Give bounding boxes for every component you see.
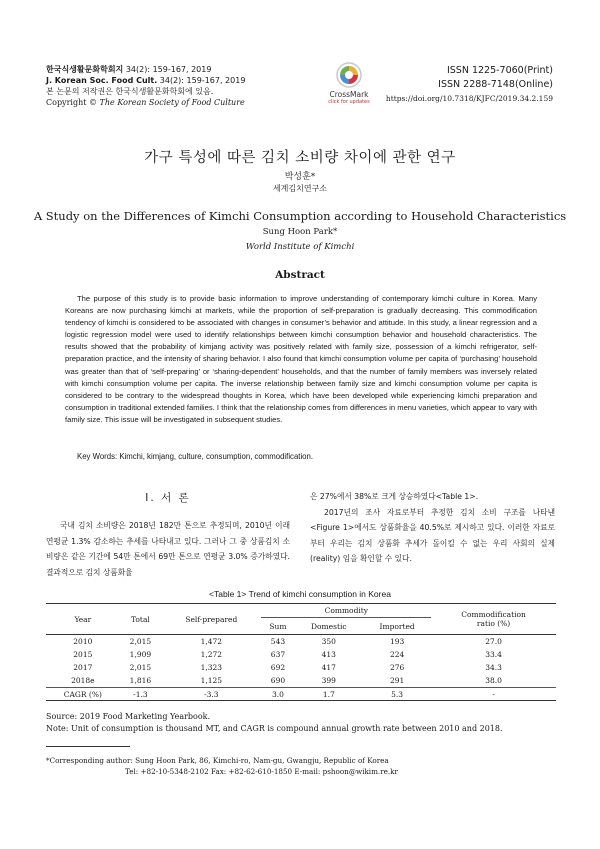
copyright-holder: The Korean Society of Food Culture (99, 98, 245, 107)
footnote-contact: Tel: +82-10-5348-2102 Fax: +82-62-610-1850 E-mail: pshoon@wikim.re.kr (125, 767, 398, 776)
cell-imported: 5.3 (363, 688, 431, 701)
cell-sum: 3.0 (261, 688, 294, 701)
crossmark-sublabel: click for updates (328, 99, 370, 105)
table-row (46, 635, 556, 648)
issn-print: ISSN 1225-7060(Print) (446, 65, 553, 76)
table-caption: <Table 1> Trend of kimchi consumption in Korea (209, 589, 391, 599)
col-header-total: Total (131, 614, 150, 624)
cell-self-prepared: 1,472 (200, 636, 223, 646)
table-row (46, 648, 556, 661)
cell-ratio: 38.0 (485, 676, 502, 686)
col-header-imported: Imported (379, 621, 415, 631)
cell-year: 2017 (73, 663, 93, 673)
cell-total: 2,015 (129, 663, 152, 673)
journal-en-name: J. Korean Soc. Food Cult. (46, 76, 158, 85)
intro-right-paragraph-2: 2017년의 조사 자료로부터 추정한 김치 소비 구조를 나타낸 <Figure 1>에서도 상품화율을 40.5%로 제시하고 있다. 이러한 자료로부터 우리는 김치 상품화 추세가 돌이킬 수 없는 우리 사회의 실제(reality) 임을 확인할 수 있다. (310, 507, 555, 564)
footnote-divider (46, 746, 130, 747)
keywords: Key Words: Kimchi, kimjang, culture, consumption, commodification. (77, 452, 314, 461)
issn-online: ISSN 2288-7148(Online) (438, 79, 553, 90)
cell-year: 2018e (71, 676, 95, 686)
col-header-ratio-line2: ratio (%) (476, 619, 511, 628)
intro-right-paragraph-1: 은 27%에서 38%로 크게 상승하였다<Table 1>. (310, 492, 479, 501)
cell-self-prepared: 1,272 (200, 649, 223, 659)
section-heading-introduction: Ⅰ. 서 론 (145, 492, 191, 504)
journal-ko-name: 한국식생활문화학회지 (46, 65, 124, 74)
cell-imported: 276 (389, 663, 405, 673)
journal-header (46, 64, 245, 108)
col-header-year: Year (74, 614, 92, 624)
cell-ratio: 34.3 (485, 663, 502, 673)
cell-year: 2010 (73, 636, 93, 646)
cell-imported: 224 (389, 649, 405, 659)
cell-sum: 543 (270, 636, 286, 646)
table-row (46, 661, 556, 674)
journal-ko-citation (46, 64, 245, 75)
cell-domestic: 399 (321, 676, 336, 686)
cell-self-prepared: 1,125 (200, 676, 223, 686)
copyright-prefix: Copyright © (46, 98, 100, 107)
author-english: Sung Hoon Park* (262, 227, 338, 237)
issn-block (386, 64, 553, 106)
cell-sum: 637 (270, 649, 286, 659)
journal-ko-issue: 34(2): 159-167, 2019 (123, 65, 212, 74)
col-header-self-prepared: Self-prepared (185, 614, 238, 624)
cell-domestic: 417 (321, 663, 336, 673)
table-note: Note: Unit of consumption is thousand MT, and CAGR is compound annual growth rate between 2010 and 2018. (46, 724, 503, 733)
journal-en-citation (46, 75, 245, 86)
affiliation-english: World Institute of Kimchi (245, 242, 355, 252)
footnote-author: *Corresponding author: Sung Hoon Park, 86, Kimchi-ro, Nam-gu, Gwangju, Republic of Korea (46, 756, 389, 765)
intro-left-column: 국내 김치 소비량은 2018년 182만 톤으로 추정되며, 2010년 이래 연평균 1.3% 감소하는 추세를 나타내고 있다. 그러나 그 중 상품김치 소비량은 같은 기간에 54만 톤에서 69만 톤으로 연평균 3.0% 증가하였다. 결과적으로 김치 상품화율 (46, 521, 290, 577)
cell-imported: 291 (389, 676, 405, 686)
journal-en-issue: 34(2): 159-167, 2019 (157, 76, 246, 85)
table-source: Source: 2019 Food Marketing Yearbook. (46, 712, 211, 721)
cell-domestic: 350 (321, 636, 336, 646)
cell-year: CAGR (%) (46, 688, 120, 701)
cell-self-prepared: -3.3 (161, 688, 261, 701)
crossmark-badge[interactable] (326, 62, 372, 105)
intro-right-column (310, 489, 555, 567)
abstract-body: The purpose of this study is to provide basic information to improve understanding of contemporary kimchi culture in Korea. Many Koreans are now purchasing kimchi at markets, while the proportion of self-preparation is gradually decreasing. This commodification tendency of kimchi is considered to be associated with changes in consumer’s behavior and attitude. In this study, a linear regression and a logistic regression model were used to identify relationships between kimchi consumption behavior and household characteristics. The results showed that the probability of kimjang activity was positively related with family size, possession of a kimchi refrigerator, self-preparation practice, and the intensity of sharing behavior. I also found that kimchi consumption volume per capita of ‘purchasing’ household was greater than that of ‘self-preparing’ or ‘sharing-dependent’ households, and that the number of family members was inversely related with kimchi consumption volume per capita. The inverse relationship between family size and kimchi consumption volume per capita is considered to be contrary to the widespread thoughts in Korea, which have been developed while experiencing kimchi preparation and consumption in traditional extended families. I think that the relationship comes from differences in menu varieties, which appear to vary with family size. This issue will be investigated in subsequent studies. (65, 294, 537, 424)
copyright-ko: 본 논문의 저작권은 한국식생활문화학회에 있음. (46, 87, 214, 96)
table-row (46, 674, 556, 687)
crossmark-icon (336, 62, 362, 88)
cell-self-prepared: 1,323 (200, 663, 223, 673)
cell-total: -1.3 (120, 688, 161, 701)
cell-total: 1,816 (129, 676, 152, 686)
cell-imported: 193 (389, 636, 405, 646)
copyright-en (46, 97, 245, 108)
col-header-ratio-line1: Commodification (461, 610, 526, 619)
crossmark-label: CrossMark (329, 90, 369, 99)
kimchi-consumption-table (46, 603, 556, 701)
cell-ratio: 27.0 (485, 636, 502, 646)
cell-total: 1,909 (129, 649, 152, 659)
cell-ratio: - (431, 688, 556, 701)
doi-link[interactable]: https://doi.org/10.7318/KJFC/2019.34.2.159 (385, 94, 553, 103)
abstract-heading: Abstract (275, 269, 325, 281)
cell-sum: 690 (270, 676, 286, 686)
author-korean: 박성훈* (284, 172, 316, 182)
title-english: A Study on the Differences of Kimchi Consumption according to Household Characteristics (33, 209, 567, 223)
col-header-sum: Sum (269, 621, 287, 631)
table-row-cagr (46, 688, 556, 701)
table-notes (46, 711, 503, 735)
cell-ratio: 33.4 (485, 649, 502, 659)
cell-year: 2015 (73, 649, 93, 659)
title-korean: 가구 특성에 따른 김치 소비량 차이에 관한 연구 (144, 150, 456, 166)
col-header-commodity: Commodity (261, 604, 431, 618)
cell-sum: 692 (270, 663, 286, 673)
cell-domestic: 413 (321, 649, 336, 659)
cell-domestic: 1.7 (294, 688, 363, 701)
affiliation-korean: 세계김치연구소 (272, 184, 328, 193)
corresponding-author-footnote (46, 755, 398, 777)
cell-total: 2,015 (129, 636, 152, 646)
col-header-domestic: Domestic (311, 621, 347, 631)
col-header-ratio (431, 604, 556, 635)
